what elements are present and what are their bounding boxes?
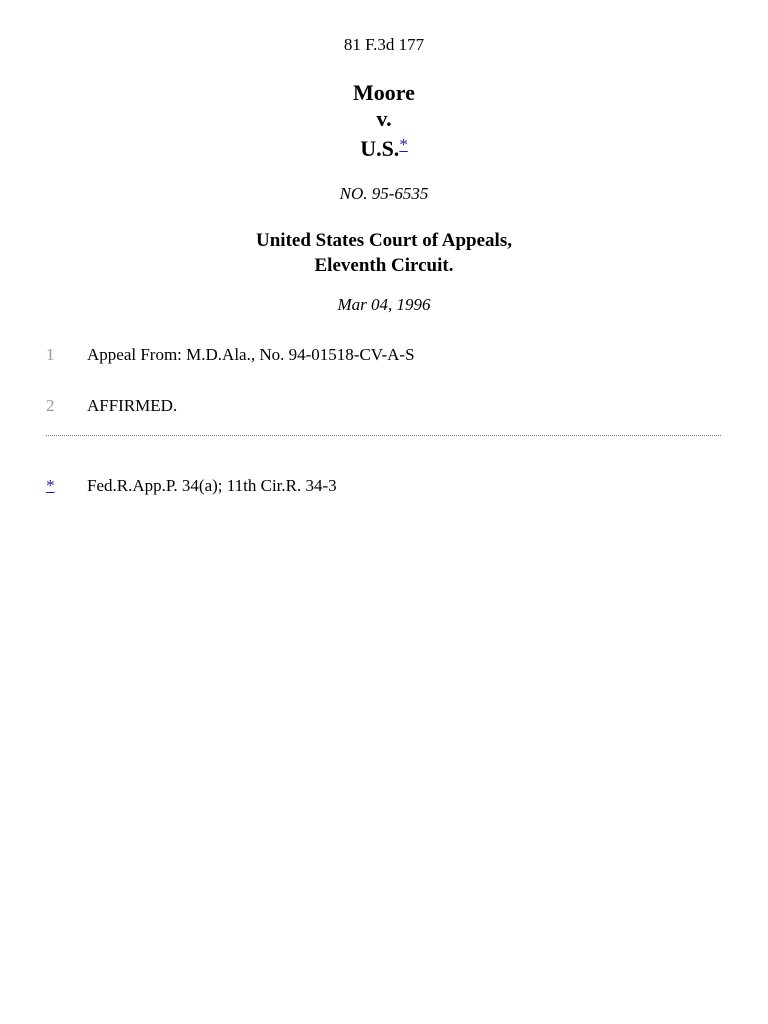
footnote-text: Fed.R.App.P. 34(a); 11th Cir.R. 34-3 [87, 476, 337, 495]
decision-date: Mar 04, 1996 [337, 295, 431, 314]
versus-label: v. [376, 106, 392, 131]
court-name-line-2: Eleventh Circuit. [314, 255, 454, 276]
footnote-divider [46, 435, 721, 436]
footnote-marker-link[interactable]: * [46, 476, 55, 495]
case-caption [0, 80, 768, 162]
reporter-citation: 81 F.3d 177 [343, 35, 425, 54]
paragraph-text: Appeal From: M.D.Ala., No. 94-01518-CV-A-S [87, 345, 415, 364]
court-name-line-1: United States Court of Appeals, [256, 230, 512, 251]
party-two: U.S. [360, 136, 400, 161]
footnote-ref-link[interactable]: * [399, 135, 408, 154]
paragraph-number: 2 [46, 396, 55, 415]
paragraph-text: AFFIRMED. [87, 396, 178, 415]
party-two-line [0, 132, 768, 162]
court-name [0, 228, 768, 278]
paragraph-number: 1 [46, 345, 55, 364]
docket-number: NO. 95-6535 [339, 184, 429, 203]
party-one: Moore [353, 80, 415, 105]
